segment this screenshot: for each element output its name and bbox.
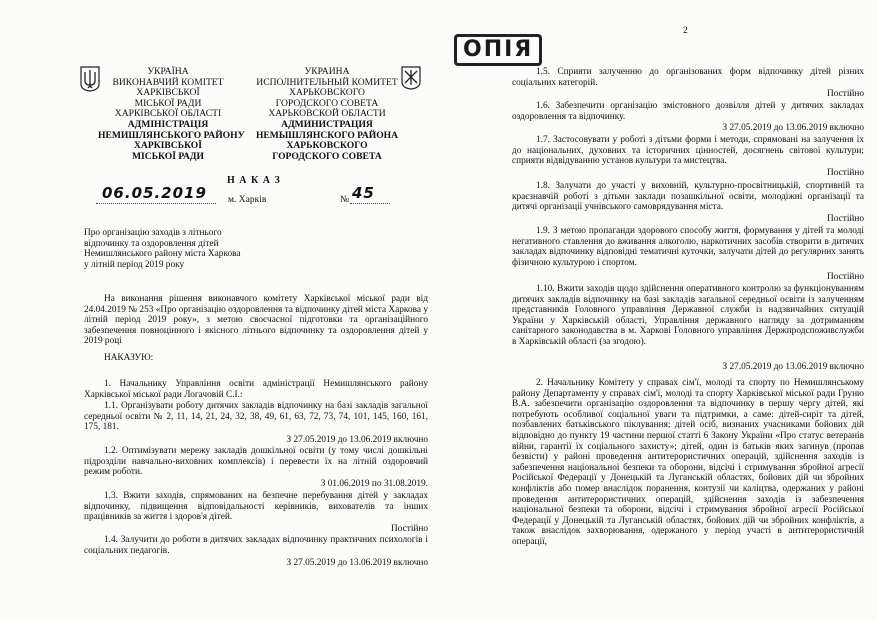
header-ua-line: УКРАЇНА — [147, 66, 189, 77]
header-russian — [252, 67, 402, 162]
right-page — [438, 0, 877, 620]
paragraph-1-10: 1.10. Вжити заходів щодо здійснення оперативного контролю за функціонуванням дитячих закладів відпочинку на базі закладів загальної середньої освіти із залученням представників Головного управління Державної служби із надзвичайних ситуацій України у Харківській області, Управління державного нагляду за дотриманням санітарного законодавства в м. Харкові Головного управління Держпродспоживслужби в Харківській області (за згодою). — [512, 284, 864, 347]
order-city: м. Харків — [228, 195, 267, 205]
header-ru-line: ИСПОЛНИТЕЛЬНЫЙ КОМИТЕТ — [256, 76, 398, 88]
header-ua-line: ХАРКІВСЬКОЇ — [136, 87, 200, 99]
left-page — [0, 0, 438, 620]
paragraph-1-1: 1.1. Організувати роботу дитячих закладів відпочинку на базі закладів загальної середньої освіти № 2, 11, 14, 21, 24, 32, 38, 49, 61, 63, 72, 73, 74, 101, 145, 160, 161, 175, 181. — [84, 401, 428, 433]
header-ru-line: ГОРОДСКОГО СОВЕТА — [272, 150, 382, 162]
paragraph-1-10-term: З 27.05.2019 до 13.06.2019 включно — [722, 362, 864, 372]
header-ru-line: ГОРОДСКОГО СОВЕТА — [275, 97, 379, 109]
doc-type: Н А К А З — [227, 175, 281, 186]
subject-line: у літній період 2019 року — [84, 259, 185, 270]
order-date: 06.05.2019 — [102, 184, 207, 202]
paragraph-1-9-term: Постійно — [827, 272, 864, 282]
paragraph-1-8-term: Постійно — [827, 214, 864, 224]
header-ru-line: АДМИНИСТРАЦИЯ — [281, 118, 373, 130]
header-ua-line: МІСЬКОЇ РАДИ — [134, 97, 202, 109]
paragraph-1-8: 1.8. Залучати до участі у виховній, культурно-просвітницькій, спортивній та краєзнавчій роботі з дітьми заклади позашкільної освіти, молодіжні організації та дитячі організації учнівського самоврядування міста. — [512, 181, 864, 213]
paragraph-1-3-term: Постійно — [391, 524, 428, 534]
paragraph-1-6-term: З 27.05.2019 до 13.06.2019 включно — [722, 123, 864, 133]
paragraph-1-2: 1.2. Оптимізувати мережу закладів дошкільної освіти (у тому числі дошкільні підрозділи навчально-виховних комплексів) і перевести їх на літній оздоровчий режим роботи. — [84, 446, 428, 478]
header-ru-line: ХАРЬКОВСКОГО — [286, 140, 368, 152]
header-ru-line: УКРАИНА — [304, 66, 350, 77]
header-ru-line: ХАРЬКОВСКОГО — [289, 87, 365, 99]
subject-line: відпочинку та оздоровлення дітей — [84, 238, 219, 249]
order-word: НАКАЗУЮ: — [104, 353, 154, 363]
header-ru-line: НЕМЫШЛЯНСКОГО РАЙОНА — [255, 129, 399, 141]
header-ua-line: НЕМИШЛЯНСЬКОГО РАЙОНУ — [98, 129, 245, 141]
preamble: На виконання рішення виконавчого комітету Харківської міської ради від 24.04.2019 № 253 «Про організацію оздоровлення та відпочинку дітей міста Харкова у літній період 2019 року», з метою своєчасної підготовки та організаційного забезпечення повноцінного і якісного літнього відпочинку та оздоровлення дітей у 2019 році — [84, 294, 428, 347]
paragraph-2: 2. Начальнику Комітету у справах сім'ї, молоді та спорту по Немишлянському району Департаменту у справах сім'ї, молоді та спорту Харківської міської ради Груню В.А. забезпечити організацію оздоровлення та відпочинку в першу чергу дітей, які потребують особливої соціальної уваги та підтримки, а саме: дітей-сиріт та дітей, позбавлених батьківського піклування; дітей осіб, визнаних учасниками бойових дій відповідно до пункту 19 частини першої статті 6 Закону України «Про статус ветеранів війни, гарантії їх соціального захисту»; дітей, один із батьків яких загинув (пропав безвісти) у районі проведення антитерористичних операцій, здійснення заходів із забезпечення національної безпеки та оборони, відсічі і стримування збройної агресії Російської Федерації у Донецькій та Луганській областях, бойових дій чи збройних конфліктів або помер внаслідок поранення, контузії чи каліцтва, одержаних у районі проведення антитерористичних операцій, здійснення заходів із забезпечення національної безпеки та оборони, відсічі і стримування збройної агресії Російської Федерації у Донецькій та Луганській областях, бойових дій чи збройних конфліктів, а також внаслідок захворювання, одержаного у період участі в антитерористичній операції, — [512, 378, 864, 547]
header-ua-line: ХАРКІВСЬКОЇ ОБЛАСТІ — [114, 108, 222, 120]
paragraph-1-9: 1.9. З метою пропаганди здорового способу життя, формування у дітей та молоді негативного ставлення до вживання алкоголю, наркотичних засобів створити в дитячих закладах відпочинку відповідні тематичні куточки, залучати дітей до регулярних занять фізичною культурою і спортом. — [512, 226, 864, 268]
paragraph-1-5: 1.5. Сприяти залученню до організованих форм відпочинку дітей різних соціальних категорій. — [512, 67, 864, 88]
paragraph-1: 1. Начальнику Управління освіти адміністрації Немишлянського району Харківської міської ради Логачовій С.І.: — [84, 379, 428, 400]
subject-line: Про організацію заходів з літнього — [84, 228, 222, 238]
paragraph-1-2-term: З 01.06.2019 по 31.08.2019. — [320, 479, 428, 489]
paragraph-1-7-term: Постійно — [827, 168, 864, 178]
header-ua-line: ВИКОНАВЧИЙ КОМІТЕТ — [112, 76, 224, 88]
page-number: 2 — [683, 26, 688, 36]
header-ua-line: МІСЬКОЇ РАДИ — [132, 150, 204, 162]
paragraph-1-3: 1.3. Вжити заходів, спрямованих на безпечне перебування дітей у закладах відпочинку, підвищення відповідальності керівників, вихователів та інших працівників за життя і здоров'я дітей. — [84, 491, 428, 523]
kharkiv-emblem-icon — [401, 66, 421, 90]
paragraph-1-4: 1.4. Залучити до роботи в дитячих закладах відпочинку практичних психологів і соціальних педагогів. — [84, 535, 428, 556]
header-ua-line: ХАРКІВСЬКОЇ — [134, 140, 202, 152]
paragraph-1-7: 1.7. Застосовувати у роботі з дітьми форми і методи, спрямовані на залучення їх до національних, духовних та історичних цінностей, досягнень світової культури; сприяти відвідуванню установ культури та мистецтва. — [512, 135, 864, 167]
paragraph-1-5-term: Постійно — [827, 89, 864, 99]
subject-line: Немишлянського району міста Харкова — [84, 249, 241, 260]
paragraph-1-1-term: З 27.05.2019 до 13.06.2019 включно — [286, 435, 428, 445]
order-subject — [84, 228, 241, 270]
header-ua-line: АДМІНІСТРАЦІЯ — [127, 118, 209, 130]
paragraph-1-6: 1.6. Забезпечити організацію змістовного дозвілля дітей у дитячих закладах оздоровлення та відпочинку. — [512, 101, 864, 122]
copy-stamp: ОПІЯ — [454, 34, 542, 66]
header-ukrainian — [98, 66, 245, 162]
paragraph-1-4-term: З 27.05.2019 до 13.06.2019 включно — [286, 558, 428, 568]
trident-emblem-icon — [80, 66, 100, 92]
order-number: 45 — [352, 184, 375, 202]
order-number-prefix: № — [340, 195, 350, 205]
number-line — [350, 203, 390, 204]
header-ru-line: ХАРЬКОВСКОЙ ОБЛАСТИ — [268, 108, 386, 120]
date-line — [96, 203, 216, 204]
